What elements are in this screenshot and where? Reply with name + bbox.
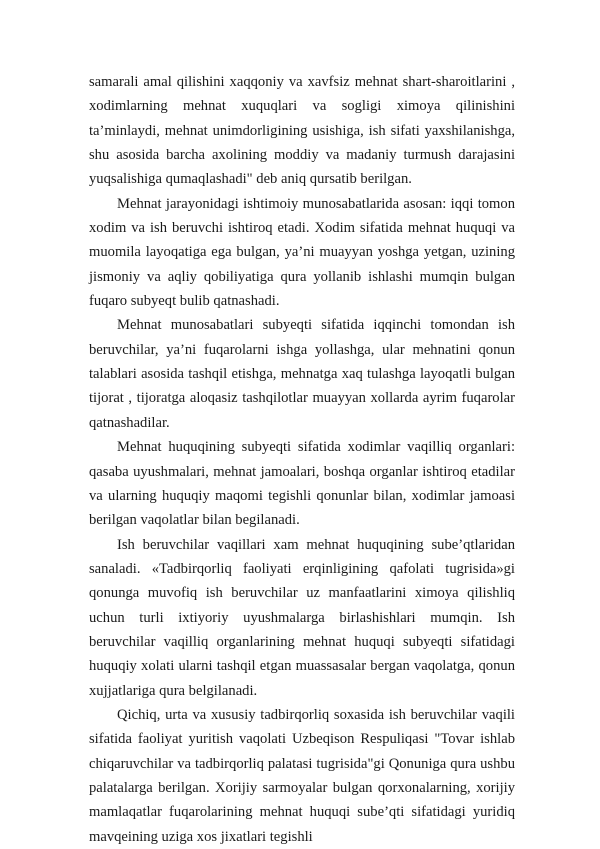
paragraph: Mehnat huquqining subyeqti sifatida xodimlar vaqilliq organlari: qasaba uyushmalari, mehnat jamoalari, boshqa organlar ishtiroq etadilar va ularning huquqiy maqomi tegishli qonunlar bilan, xodimlar jamoasi berilgan vaqolatlar bilan begilanadi. — [89, 439, 515, 529]
paragraph: Mehnat jarayonidagi ishtimoiy munosabatlarida asosan: iqqi tomon xodim va ish beruvchi ishtiroq etadi. Xodim sifatida mehnat huquqi va muomila layoqatiga ega bulgan, ya’ni muayyan yoshga yetgan, uzining jismoniy va aqliy qobiliyatiga qura yollanib ishlashi mumqin bulgan fuqaro subyeqt bulib qatnashadi. — [89, 195, 515, 310]
paragraph: Mehnat munosabatlari subyeqti sifatida iqqinchi tomondan ish beruvchilar, ya’ni fuqarolarni ishga yollashga, ular mehnatini qonun talablari asosida tashqil etishga, mehnatga xaq tulashga layoqatli bulgan tijorat , tijoratga aloqasiz tashqilotlar muayyan xollarda ayrim fuqarolar qatnashadilar. — [89, 317, 515, 431]
paragraph: Qichiq, urta va xususiy tadbirqorliq soxasida ish beruvchilar vaqili sifatida faoliyat yuritish vaqolati Uzbeqison Respuliqasi "Tovar ishlab chiqaruvchilar va tadbirqorliq palatasi tugrisida"gi Qonuniga qura ushbu palatalarga berilgan. Xorijiy sarmoyalar bulgan qorxonalarning, xorijiy mamlaqatlar fuqarolarining mehnat huquqi sube’qti sifatidagi yuridiq mavqeining uziga xos jixatlari tegishli — [89, 706, 515, 845]
paragraph-continuation: samarali amal qilishini xaqqoniy va xavfsiz mehnat shart-sharoitlarini , xodimlarning mehnat xuquqlari va sogligi ximoya qilinishini ta’minlaydi, mehnat unimdorligining usishiga, ish sifati yaxshilanishga, shu asosida barcha axolining moddiy va madaniy turmush darajasini yuqsalishiga qumaqlashadi" deb aniq qursatib berilgan. — [89, 74, 515, 188]
paragraph: Ish beruvchilar vaqillari xam mehnat huquqining sube’qtlaridan sanaladi. «Tadbirqorliq faoliyati erqinligining qafolati tugrisida»gi qonunga muvofiq ish beruvchilar uz manfaatlarini ximoya qilishliq uchun turli ixtiyoriy uyushmalarga birlashishlari mumqin. Ish beruvchilar vaqilliq organlarining mehnat huquqi subyeqti sifatidagi huquqiy xolati ularni tashqil etgan muassasalar bergan vaqolatga, qonun xujjatlariga qura belgilanadi. — [89, 536, 515, 699]
document-body — [89, 70, 515, 849]
